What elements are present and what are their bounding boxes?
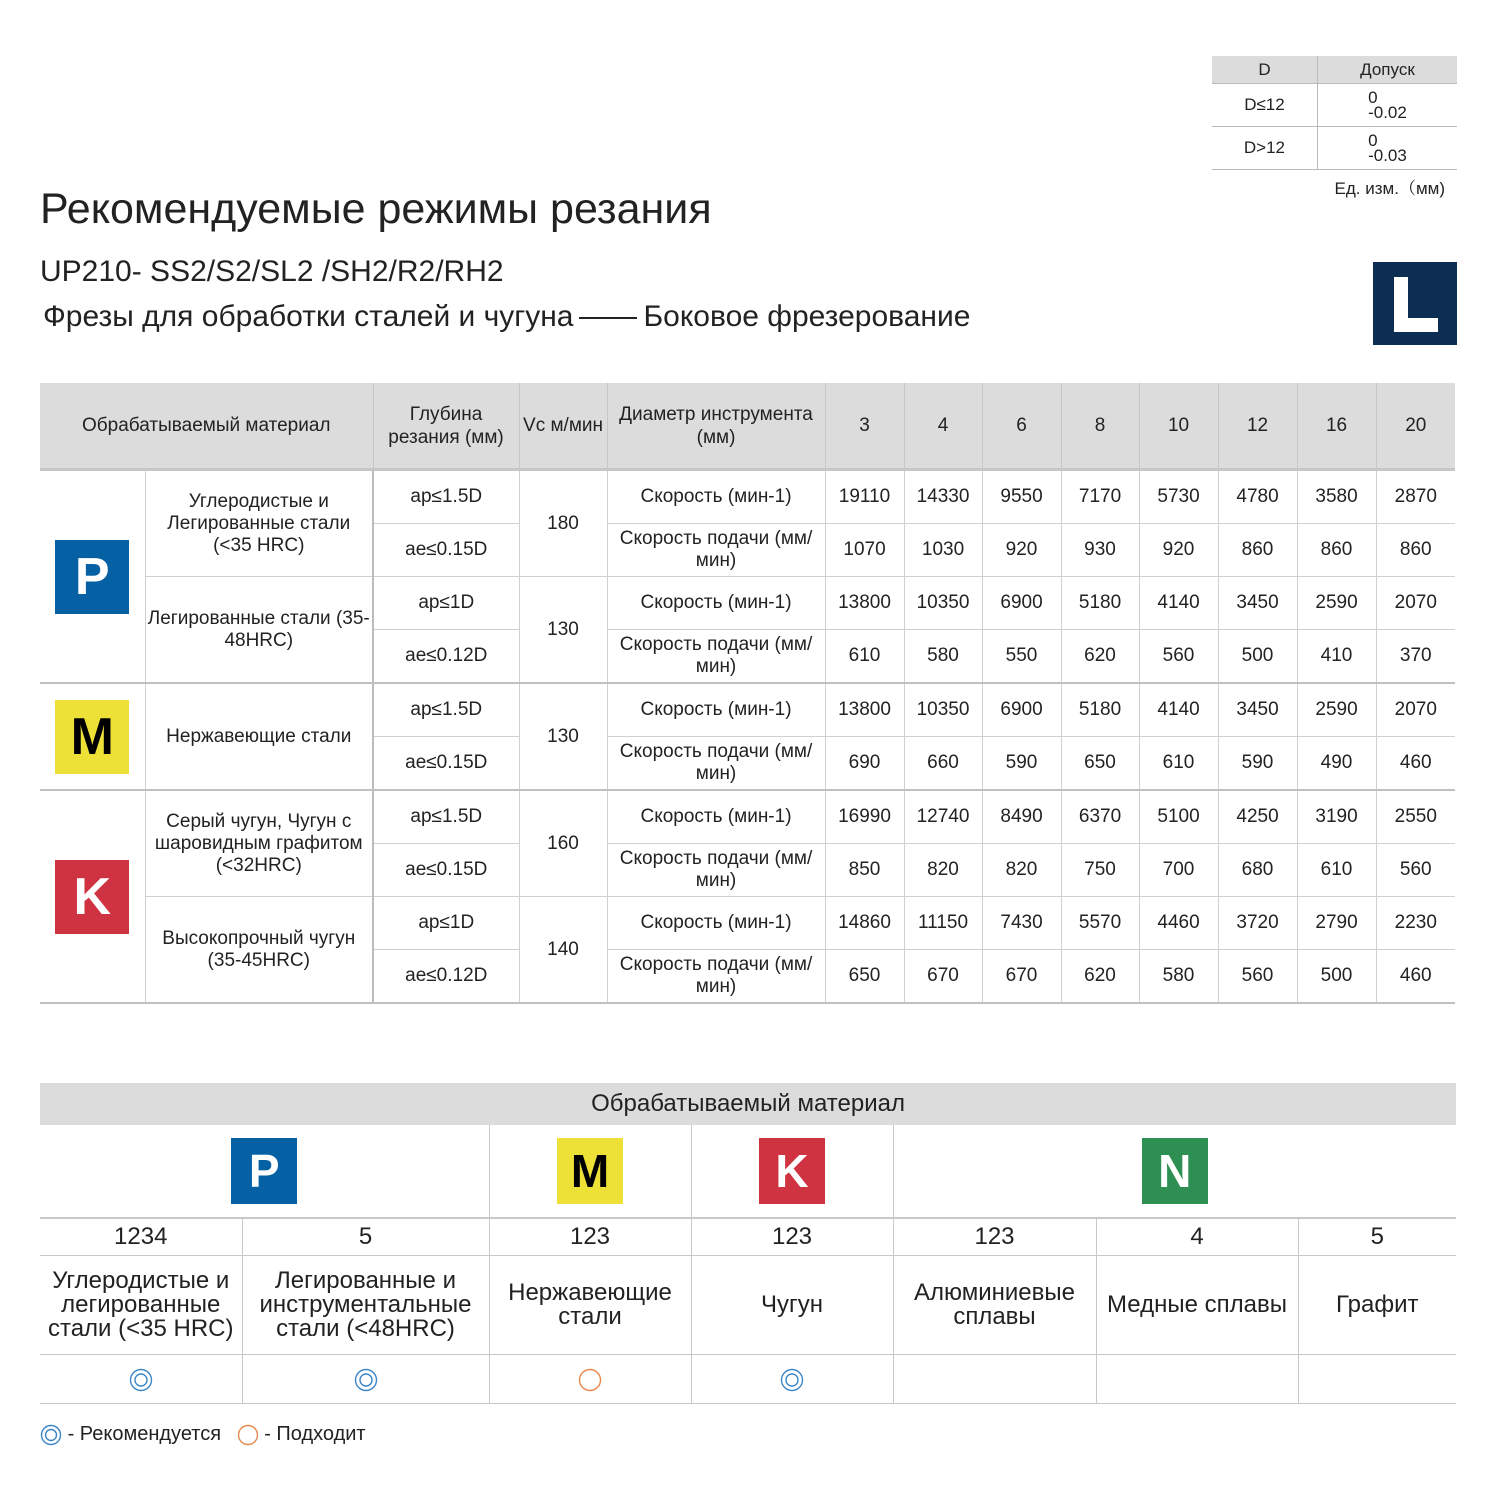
speed-value: 7170 [1061, 470, 1139, 524]
suitable-icon [578, 1368, 602, 1392]
tolerance-value: 0 -0.02 [1317, 84, 1457, 127]
material-group-badge [40, 790, 145, 1003]
feed-value: 860 [1376, 524, 1455, 577]
feed-value: 460 [1376, 950, 1455, 1004]
speed-value: 3450 [1218, 683, 1297, 737]
feed-value: 500 [1297, 950, 1376, 1004]
feed-value: 660 [904, 737, 982, 791]
badge-m: M [55, 700, 129, 774]
depth-ae: ae≤0.12D [373, 630, 519, 684]
speed-value: 3720 [1218, 897, 1297, 950]
depth-ap: ap≤1D [373, 897, 519, 950]
speed-value: 5180 [1061, 577, 1139, 630]
feed-value: 820 [904, 844, 982, 897]
header-d6: 6 [982, 383, 1061, 470]
speed-value: 5570 [1061, 897, 1139, 950]
header-d20: 20 [1376, 383, 1455, 470]
header-d4: 4 [904, 383, 982, 470]
param-speed: Скорость (мин-1) [607, 897, 825, 950]
material-name: Серый чугун, Чугун с шаровидным графитом (<32HRC) [145, 790, 373, 897]
param-speed: Скорость (мин-1) [607, 577, 825, 630]
material-name: Чугун [691, 1256, 893, 1355]
speed-value: 3450 [1218, 577, 1297, 630]
header-depth: Глубина резания (мм) [373, 383, 519, 470]
depth-ae: ae≤0.15D [373, 524, 519, 577]
feed-value: 580 [1139, 950, 1218, 1004]
material-name: Нержавеющие стали [145, 683, 373, 790]
feed-value: 750 [1061, 844, 1139, 897]
feed-value: 370 [1376, 630, 1455, 684]
speed-value: 13800 [825, 577, 904, 630]
material-name: Медные сплавы [1096, 1256, 1298, 1355]
speed-value: 4460 [1139, 897, 1218, 950]
tolerance-d: D>12 [1212, 127, 1317, 170]
material-number: 123 [893, 1218, 1096, 1256]
feed-value: 590 [1218, 737, 1297, 791]
feed-value: 560 [1376, 844, 1455, 897]
header-d16: 16 [1297, 383, 1376, 470]
material-name: Высокопрочный чугун (35-45HRC) [145, 897, 373, 1004]
cutting-data-table [40, 383, 1455, 1004]
material-group-k [691, 1125, 893, 1218]
feed-value: 700 [1139, 844, 1218, 897]
speed-value: 2590 [1297, 577, 1376, 630]
material-number: 123 [691, 1218, 893, 1256]
speed-value: 4140 [1139, 577, 1218, 630]
speed-value: 2070 [1376, 683, 1455, 737]
param-feed: Скорость подачи (мм/мин) [607, 737, 825, 791]
feed-value: 690 [825, 737, 904, 791]
speed-value: 9550 [982, 470, 1061, 524]
speed-value: 12740 [904, 790, 982, 844]
feed-value: 490 [1297, 737, 1376, 791]
feed-value: 920 [982, 524, 1061, 577]
feed-value: 590 [982, 737, 1061, 791]
feed-value: 680 [1218, 844, 1297, 897]
unit-label: Ед. изм.（мм) [1334, 179, 1445, 198]
suitability-cell [489, 1355, 691, 1404]
feed-value: 610 [1297, 844, 1376, 897]
speed-value: 2230 [1376, 897, 1455, 950]
suitability-cell [1298, 1355, 1456, 1404]
speed-value: 2590 [1297, 683, 1376, 737]
header-d10: 10 [1139, 383, 1218, 470]
feed-value: 650 [825, 950, 904, 1004]
material-name: Легированные стали (35-48HRC) [145, 577, 373, 684]
speed-value: 2790 [1297, 897, 1376, 950]
badge-p: P [55, 540, 129, 614]
speed-value: 6370 [1061, 790, 1139, 844]
material-number: 5 [1298, 1218, 1456, 1256]
speed-value: 8490 [982, 790, 1061, 844]
material-group-badge [40, 470, 145, 684]
depth-ae: ae≤0.15D [373, 844, 519, 897]
table-row [40, 790, 1455, 844]
speed-value: 4780 [1218, 470, 1297, 524]
subtitle: Фрезы для обработки сталей и чугуна Боковое фрезерование [43, 300, 971, 333]
param-feed: Скорость подачи (мм/мин) [607, 844, 825, 897]
speed-value: 4250 [1218, 790, 1297, 844]
table-row [40, 683, 1455, 737]
suitability-cell [1096, 1355, 1298, 1404]
badge-p: P [231, 1138, 297, 1204]
legend [40, 1423, 366, 1446]
param-feed: Скорость подачи (мм/мин) [607, 524, 825, 577]
model-codes: UP210- SS2/S2/SL2 /SH2/R2/RH2 [40, 255, 504, 288]
tolerance-header-d: D [1212, 56, 1317, 84]
depth-ap: ap≤1.5D [373, 683, 519, 737]
legend-suitable: - Подходит [264, 1423, 366, 1446]
speed-value: 5730 [1139, 470, 1218, 524]
material-group-n [893, 1125, 1456, 1218]
feed-value: 860 [1218, 524, 1297, 577]
depth-ae: ae≤0.15D [373, 737, 519, 791]
feed-value: 610 [825, 630, 904, 684]
suitability-cell [691, 1355, 893, 1404]
speed-value: 6900 [982, 683, 1061, 737]
header-diameter: Диаметр инструмента (мм) [607, 383, 825, 470]
table-row [40, 470, 1455, 524]
feed-value: 460 [1376, 737, 1455, 791]
suitability-cell [242, 1355, 489, 1404]
speed-value: 2070 [1376, 577, 1455, 630]
badge-m: M [557, 1138, 623, 1204]
cutting-speed-vc: 140 [519, 897, 607, 1004]
speed-value: 13800 [825, 683, 904, 737]
header-vc: Vc м/мин [519, 383, 607, 470]
feed-value: 860 [1297, 524, 1376, 577]
material-group-m [489, 1125, 691, 1218]
material-group-badge [40, 683, 145, 790]
feed-value: 620 [1061, 950, 1139, 1004]
tolerance-table [1212, 56, 1457, 170]
material-group-p [40, 1125, 489, 1218]
material-name: Легированные и инструментальные стали (<48HRC) [242, 1256, 489, 1355]
param-feed: Скорость подачи (мм/мин) [607, 950, 825, 1004]
param-speed: Скорость (мин-1) [607, 470, 825, 524]
tolerance-header-tolerance: Допуск [1317, 56, 1457, 84]
speed-value: 5100 [1139, 790, 1218, 844]
feed-value: 500 [1218, 630, 1297, 684]
speed-value: 6900 [982, 577, 1061, 630]
material-name: Нержавеющие стали [489, 1256, 691, 1355]
cutting-speed-vc: 180 [519, 470, 607, 577]
depth-ap: ap≤1D [373, 577, 519, 630]
material-name: Алюминиевые сплавы [893, 1256, 1096, 1355]
speed-value: 7430 [982, 897, 1061, 950]
feed-value: 850 [825, 844, 904, 897]
l-logo-icon [1373, 262, 1457, 345]
feed-value: 550 [982, 630, 1061, 684]
page-title: Рекомендуемые режимы резания [40, 185, 712, 233]
table-row [40, 897, 1455, 950]
depth-ae: ae≤0.12D [373, 950, 519, 1004]
speed-value: 14330 [904, 470, 982, 524]
feed-value: 670 [904, 950, 982, 1004]
material-number: 123 [489, 1218, 691, 1256]
speed-value: 14860 [825, 897, 904, 950]
badge-k: K [55, 860, 129, 934]
material-name: Углеродистые и легированные стали (<35 HRC) [40, 1256, 242, 1355]
feed-value: 1030 [904, 524, 982, 577]
table-row [40, 577, 1455, 630]
material-name: Углеродистые и Легированные стали (<35 HRC) [145, 470, 373, 577]
material-name: Графит [1298, 1256, 1456, 1355]
suitability-cell [893, 1355, 1096, 1404]
recommended-icon [129, 1368, 153, 1392]
param-feed: Скорость подачи (мм/мин) [607, 630, 825, 684]
feed-value: 920 [1139, 524, 1218, 577]
recommended-icon [40, 1424, 62, 1446]
speed-value: 11150 [904, 897, 982, 950]
cutting-speed-vc: 130 [519, 577, 607, 684]
param-speed: Скорость (мин-1) [607, 790, 825, 844]
material-number: 5 [242, 1218, 489, 1256]
material-number: 4 [1096, 1218, 1298, 1256]
header-d3: 3 [825, 383, 904, 470]
legend-recommended: - Рекомендуется [67, 1423, 222, 1446]
feed-value: 670 [982, 950, 1061, 1004]
header-d8: 8 [1061, 383, 1139, 470]
suitability-cell [40, 1355, 242, 1404]
speed-value: 10350 [904, 683, 982, 737]
speed-value: 2870 [1376, 470, 1455, 524]
feed-value: 930 [1061, 524, 1139, 577]
param-speed: Скорость (мин-1) [607, 683, 825, 737]
speed-value: 19110 [825, 470, 904, 524]
feed-value: 650 [1061, 737, 1139, 791]
recommended-icon [780, 1368, 804, 1392]
header-material: Обрабатываемый материал [40, 383, 373, 470]
tolerance-d: D≤12 [1212, 84, 1317, 127]
material-table-title: Обрабатываемый материал [40, 1083, 1456, 1125]
feed-value: 410 [1297, 630, 1376, 684]
speed-value: 4140 [1139, 683, 1218, 737]
speed-value: 5180 [1061, 683, 1139, 737]
feed-value: 610 [1139, 737, 1218, 791]
speed-value: 10350 [904, 577, 982, 630]
suitable-icon [237, 1424, 259, 1446]
badge-n: N [1142, 1138, 1208, 1204]
cutting-speed-vc: 130 [519, 683, 607, 790]
feed-value: 560 [1218, 950, 1297, 1004]
header-d12: 12 [1218, 383, 1297, 470]
feed-value: 580 [904, 630, 982, 684]
depth-ap: ap≤1.5D [373, 470, 519, 524]
speed-value: 3580 [1297, 470, 1376, 524]
badge-k: K [759, 1138, 825, 1204]
feed-value: 820 [982, 844, 1061, 897]
speed-value: 2550 [1376, 790, 1455, 844]
feed-value: 1070 [825, 524, 904, 577]
speed-value: 3190 [1297, 790, 1376, 844]
material-number: 1234 [40, 1218, 242, 1256]
cutting-speed-vc: 160 [519, 790, 607, 897]
feed-value: 560 [1139, 630, 1218, 684]
recommended-icon [354, 1368, 378, 1392]
material-table [40, 1083, 1456, 1404]
depth-ap: ap≤1.5D [373, 790, 519, 844]
feed-value: 620 [1061, 630, 1139, 684]
speed-value: 16990 [825, 790, 904, 844]
tolerance-value: 0 -0.03 [1317, 127, 1457, 170]
